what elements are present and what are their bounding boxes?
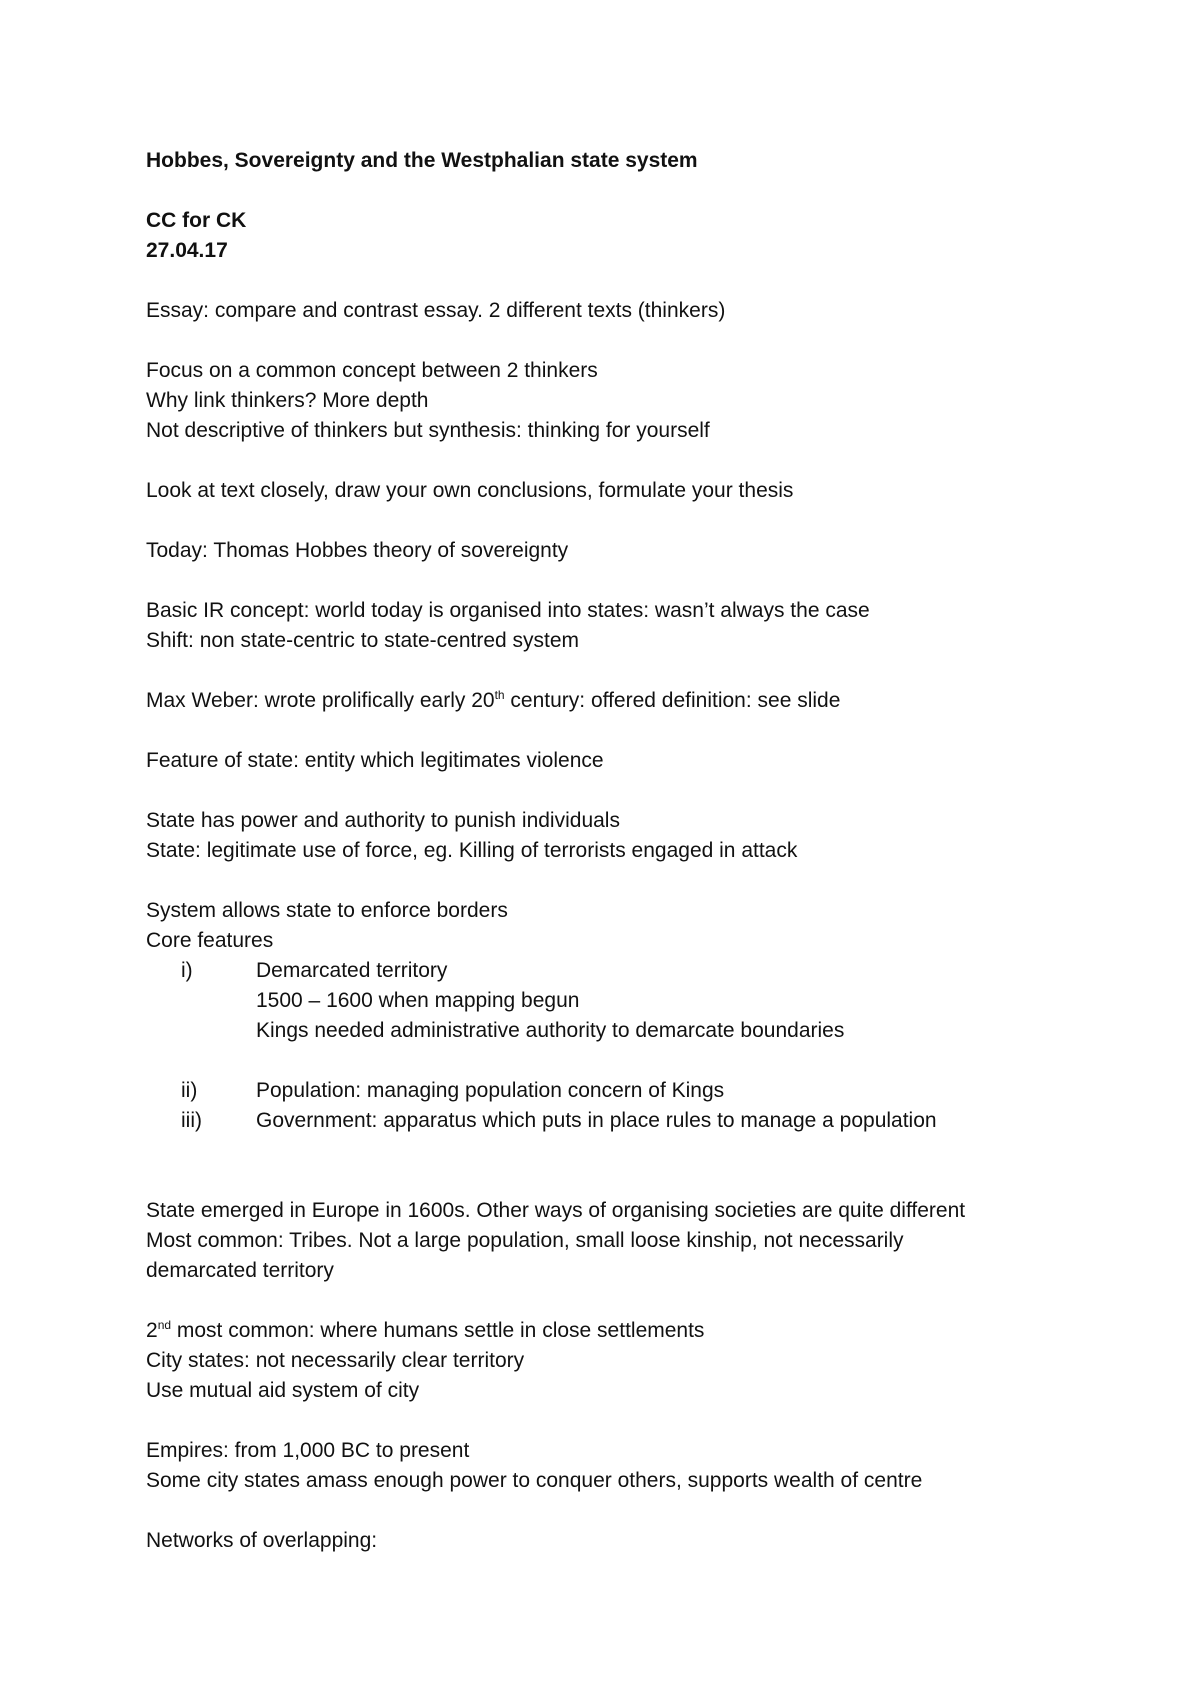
note-line: Basic IR concept: world today is organised into states: wasn’t always the case: [146, 599, 870, 622]
note-line: Networks of overlapping:: [146, 1529, 378, 1552]
course-label: CC for CK: [146, 209, 247, 232]
note-line: Focus on a common concept between 2 thinkers: [146, 359, 598, 382]
note-line: State emerged in Europe in 1600s. Other ways of organising societies are quite different: [146, 1199, 966, 1222]
note-line: Core features: [146, 929, 274, 952]
list-text: Government: apparatus which puts in place rules to manage a population: [256, 1109, 937, 1132]
note-line: City states: not necessarily clear territory: [146, 1349, 525, 1372]
spacer: [146, 1046, 1156, 1076]
text-segment: 2: [146, 1319, 158, 1342]
spacer: [146, 566, 1156, 596]
note-line: Use mutual aid system of city: [146, 1379, 420, 1402]
note-line: Empires: from 1,000 BC to present: [146, 1439, 470, 1462]
spacer: [146, 716, 1156, 746]
spacer: [146, 776, 1156, 806]
note-line-second: [146, 1316, 1156, 1346]
superscript: th: [494, 688, 505, 702]
note-line: Today: Thomas Hobbes theory of sovereignty: [146, 539, 569, 562]
list-number: ii): [181, 1079, 198, 1102]
spacer: [146, 1136, 1156, 1166]
superscript: nd: [157, 1318, 172, 1332]
list-number: iii): [181, 1109, 202, 1132]
note-line: Why link thinkers? More depth: [146, 389, 429, 412]
spacer: [146, 326, 1156, 356]
spacer: [146, 506, 1156, 536]
note-line: Feature of state: entity which legitimates violence: [146, 749, 604, 772]
spacer: [146, 656, 1156, 686]
list-text: Demarcated territory: [256, 959, 448, 982]
list-item: [146, 1076, 1156, 1106]
date-label: 27.04.17: [146, 239, 228, 262]
list-item: [146, 956, 1156, 986]
spacer: [146, 1496, 1156, 1526]
spacer: [146, 176, 1156, 206]
text-segment: most common: where humans settle in close settlements: [171, 1319, 705, 1342]
list-item: [146, 1106, 1156, 1136]
spacer: [146, 446, 1156, 476]
text-segment: Max Weber: wrote prolifically early 20: [146, 689, 495, 712]
note-line: Most common: Tribes. Not a large population, small loose kinship, not necessarily: [146, 1229, 904, 1252]
text-segment: century: offered definition: see slide: [504, 689, 841, 712]
note-line: demarcated territory: [146, 1259, 334, 1282]
spacer: [146, 266, 1156, 296]
list-text: Population: managing population concern of Kings: [256, 1079, 725, 1102]
document-page: [146, 146, 1156, 1556]
note-line: Not descriptive of thinkers but synthesis: thinking for yourself: [146, 419, 710, 442]
document-title: Hobbes, Sovereignty and the Westphalian state system: [146, 149, 698, 172]
list-subline: 1500 – 1600 when mapping begun: [256, 989, 580, 1012]
spacer: [146, 866, 1156, 896]
spacer: [146, 1166, 1156, 1196]
note-line: Shift: non state-centric to state-centred system: [146, 629, 580, 652]
note-line: Look at text closely, draw your own conclusions, formulate your thesis: [146, 479, 794, 502]
note-line: System allows state to enforce borders: [146, 899, 508, 922]
note-line-weber: [146, 686, 1156, 716]
spacer: [146, 1406, 1156, 1436]
note-line: State has power and authority to punish individuals: [146, 809, 620, 832]
list-subline: Kings needed administrative authority to demarcate boundaries: [256, 1019, 845, 1042]
spacer: [146, 1286, 1156, 1316]
note-line: Essay: compare and contrast essay. 2 different texts (thinkers): [146, 299, 726, 322]
note-line: State: legitimate use of force, eg. Killing of terrorists engaged in attack: [146, 839, 798, 862]
list-number: i): [181, 959, 193, 982]
note-line: Some city states amass enough power to conquer others, supports wealth of centre: [146, 1469, 923, 1492]
